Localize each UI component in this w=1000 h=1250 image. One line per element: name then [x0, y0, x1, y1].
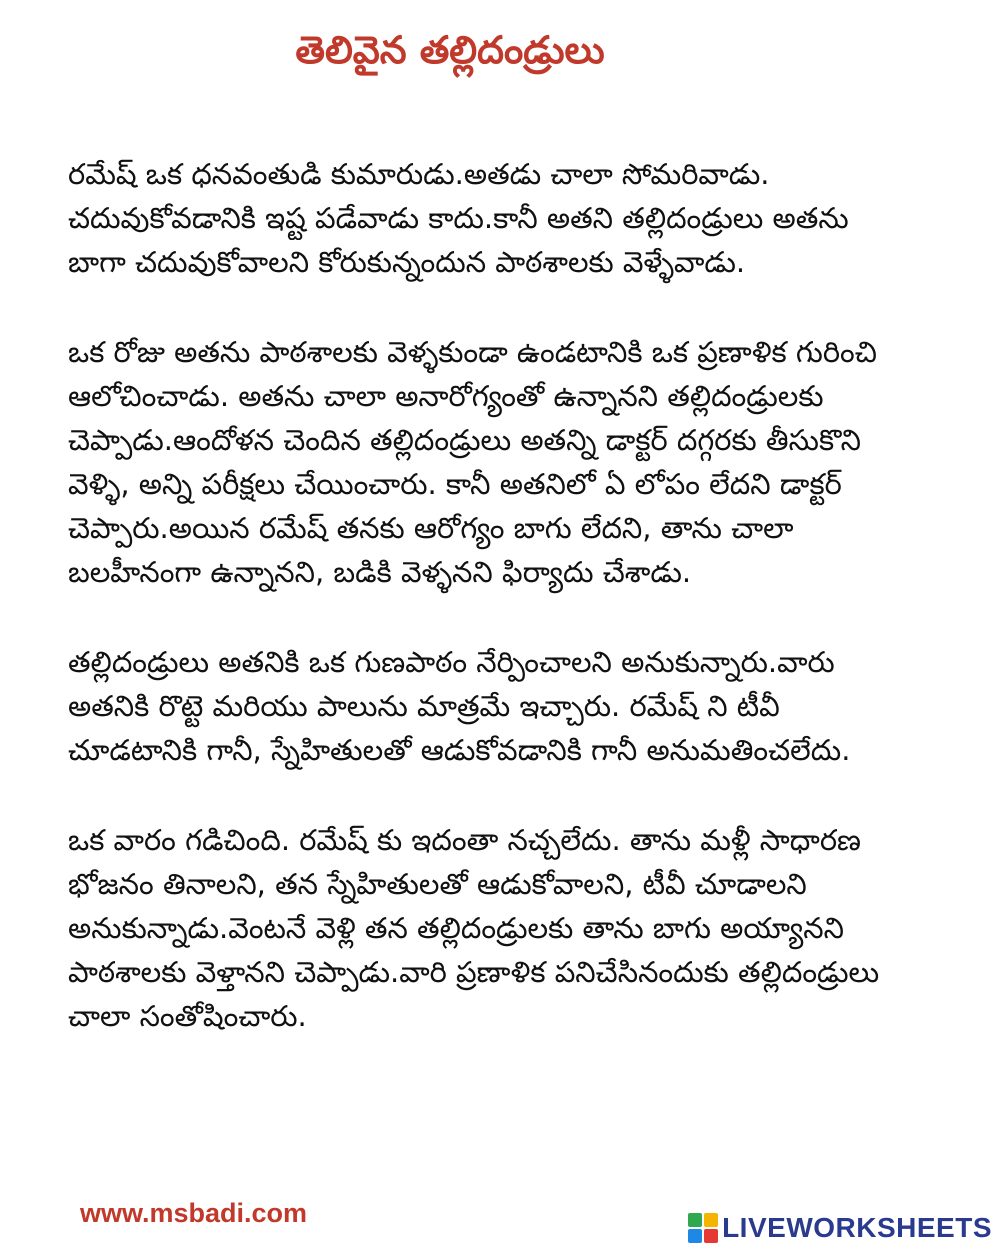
text-line: ఆలోచించాడు. అతను చాలా అనారోగ్యంతో ఉన్నానని తల్లిదండ్రులకు: [68, 379, 824, 413]
paragraph-3: [68, 640, 958, 772]
liveworksheets-logo-icon: [688, 1213, 718, 1243]
text-line: రమేష్ ఒక ధనవంతుడి కుమారుడు.అతడు చాలా సోమరివాడు.: [68, 157, 770, 191]
text-line: ఒక వారం గడిచింది. రమేష్ కు ఇదంతా నచ్చలేదు. తాను మళ్లీ సాధారణ: [68, 823, 861, 857]
text-line: చెప్పారు.అయిన రమేష్ తనకు ఆరోగ్యం బాగు లేదని, తాను చాలా: [68, 511, 794, 545]
brand-name: LIVEWORKSHEETS: [722, 1212, 992, 1243]
text-line: చెప్పాడు.ఆందోళన చెందిన తల్లిదండ్రులు అతన్ని డాక్టర్ దగ్గరకు తీసుకొని: [68, 423, 861, 457]
text-line: భోజనం తినాలని, తన స్నేహితులతో ఆడుకోవాలని, టీవీ చూడాలని: [68, 867, 807, 901]
story-body: [68, 152, 958, 1084]
liveworksheets-brand[interactable]: [688, 1212, 992, 1244]
text-line: బలహీనంగా ఉన్నానని, బడికి వెళ్ళనని ఫిర్యాదు చేశాడు.: [68, 555, 692, 589]
website-link[interactable]: www.msbadi.com: [80, 1198, 308, 1228]
text-line: చూడటానికి గానీ, స్నేహితులతో ఆడుకోవడానికి గానీ అనుమతించలేదు.: [68, 733, 851, 767]
text-line: వెళ్ళి, అన్ని పరీక్షలు చేయించారు. కానీ అతనిలో ఏ లోపం లేదని డాక్టర్: [68, 467, 842, 501]
logo-square: [704, 1229, 718, 1243]
text-line: ఒక రోజు అతను పాఠశాలకు వెళ్ళకుండా ఉండటానికి ఒక ప్రణాళిక గురించి: [68, 335, 877, 369]
logo-square: [704, 1213, 718, 1227]
text-line: చాలా సంతోషించారు.: [68, 999, 307, 1033]
text-line: అనుకున్నాడు.వెంటనే వెళ్లి తన తల్లిదండ్రులకు తాను బాగు అయ్యానని: [68, 911, 844, 945]
paragraph-4: [68, 818, 958, 1038]
text-line: పాఠశాలకు వెళ్తానని చెప్పాడు.వారి ప్రణాళిక పనిచేసినందుకు తల్లిదండ్రులు: [68, 955, 880, 989]
paragraph-1: [68, 152, 958, 284]
text-line: బాగా చదువుకోవాలని కోరుకున్నందున పాఠశాలకు వెళ్ళేవాడు.: [68, 245, 746, 279]
paragraph-2: [68, 330, 958, 594]
logo-square: [688, 1213, 702, 1227]
text-line: తల్లిదండ్రులు అతనికి ఒక గుణపాఠం నేర్పించాలని అనుకున్నారు.వారు: [68, 645, 835, 679]
text-line: చదువుకోవడానికి ఇష్ట పడేవాడు కాదు.కానీ అతని తల్లిదండ్రులు అతను: [68, 201, 849, 235]
logo-square: [688, 1229, 702, 1243]
text-line: అతనికి రొట్టె మరియు పాలును మాత్రమే ఇచ్చారు. రమేష్ ని టీవీ: [68, 689, 780, 723]
page-title: తెలివైన తల్లిదండ్రులు: [295, 28, 605, 72]
